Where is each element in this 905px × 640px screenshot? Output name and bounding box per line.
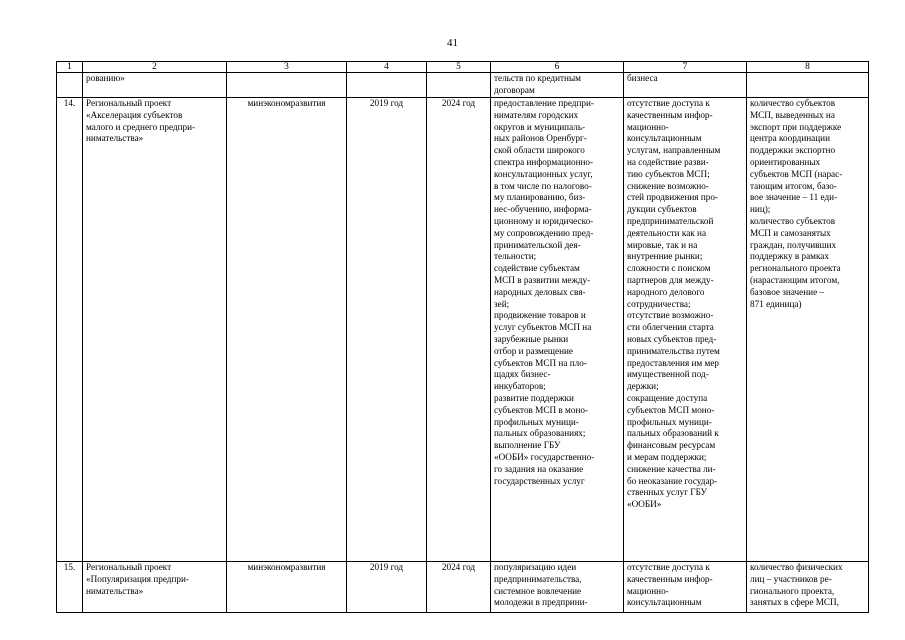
consequences-text: отсутствие доступа к качественным инфор- мационно- консультационным	[627, 562, 713, 608]
end-year-cell: 2024 год	[427, 562, 491, 613]
cont-consequences-text: бизнеса	[627, 73, 658, 83]
cont-consequences-cell	[624, 73, 747, 98]
directions-cell	[491, 98, 624, 562]
header-col-5: 5	[427, 62, 491, 73]
end-year-cell: 2024 год	[427, 98, 491, 562]
continuation-row	[57, 73, 869, 98]
indicators-text: количество физических лиц – участников ре- гионального проекта, занятых в сфере МСП,	[750, 562, 843, 608]
start-year-cell: 2019 год	[347, 562, 427, 613]
executor-cell: минэкономразвития	[227, 562, 347, 613]
start-year-cell: 2019 год	[347, 98, 427, 562]
header-col-6: 6	[491, 62, 624, 73]
cont-directions-text: тельств по кредитным договорам	[494, 73, 581, 95]
cont-directions-cell	[491, 73, 624, 98]
row-number: 15.	[57, 562, 83, 613]
row-number: 14.	[57, 98, 83, 562]
header-col-1: 1	[57, 62, 83, 73]
consequences-text: отсутствие доступа к качественным инфор- мационно- консультационным услугам, направленным на содействие разви- тию субъектов МСП; снижение возможно- стей продвижения про- дукции субъектов предпринимательской деятельности как на мировые, так и на внутренние рынки; сложности с поиском партнеров для между- народного делового сотрудничества; отсутствие возможно- сти облегчения старта новых субъектов пред- принимательства путем предоставления им мер имущественной под- держки; сокращение доступа субъектов МСП моно- профильных муници- пальных образований к финансовым ресурсам и мерам поддержки; снижение качества ли- бо неоказание государ- ственных услуг ГБУ «ООБИ»	[627, 98, 721, 510]
header-col-4: 4	[347, 62, 427, 73]
directions-text: популяризацию идеи предпринимательства, системное вовлечение молодежи в предприни-	[494, 562, 588, 608]
header-col-8: 8	[747, 62, 869, 73]
indicators-cell	[747, 562, 869, 613]
cont-project-cell	[83, 73, 227, 98]
consequences-cell	[624, 562, 747, 613]
column-number-header	[57, 62, 869, 73]
header-col-7: 7	[624, 62, 747, 73]
cont-indicators-cell	[747, 73, 869, 98]
consequences-cell	[624, 98, 747, 562]
table-row-15	[57, 562, 869, 613]
page-number: 41	[447, 37, 458, 49]
indicators-cell	[747, 98, 869, 562]
measures-table	[56, 61, 869, 613]
cont-num-cell	[57, 73, 83, 98]
project-name: Региональный проект «Популяризация предпри- нимательства»	[86, 562, 189, 596]
project-name: Региональный проект «Акселерация субъектов малого и среднего предпри- нимательства»	[86, 98, 196, 144]
cont-project-text: рованию»	[86, 73, 125, 83]
table-row-14	[57, 98, 869, 562]
cont-executor-cell	[227, 73, 347, 98]
cont-start-cell	[347, 73, 427, 98]
header-col-3: 3	[227, 62, 347, 73]
cont-end-cell	[427, 73, 491, 98]
directions-text: предоставление предпри- нимателям городских округов и муниципаль- ных районов Оренбург- ской области широкого спектра информационно- консультационных услуг, в том числе по налогово- му планированию, биз- нес-обучению, информа- ционному и юридическо- му сопровождению пред- принимательской дея- тельности; содействие субъектам МСП в развитии между- народных деловых свя- зей; продвижение товаров и услуг субъектов МСП на зарубежные рынки отбор и размещение субъектов МСП на пло- щадях бизнес- инкубаторов; развитие поддержки субъектов МСП в моно- профильных муници- пальных образованиях; выполнение ГБУ «ООБИ» государственно- го задания на оказание государственных услуг	[494, 98, 595, 486]
indicators-text: количество субъектов МСП, выведенных на экспорт при поддержке центра координации поддержки экспортно ориентированных субъектов МСП (нарас- тающим итогом, базо- вое значение – 11 еди- ниц); количество субъектов МСП и самозанятых граждан, получивших поддержку в рамках регионального проекта (нарастающим итогом, базовое значение – 871 единица)	[750, 98, 843, 309]
executor-cell: минэкономразвития	[227, 98, 347, 562]
header-col-2: 2	[83, 62, 227, 73]
project-name-cell	[83, 562, 227, 613]
directions-cell	[491, 562, 624, 613]
project-name-cell	[83, 98, 227, 562]
